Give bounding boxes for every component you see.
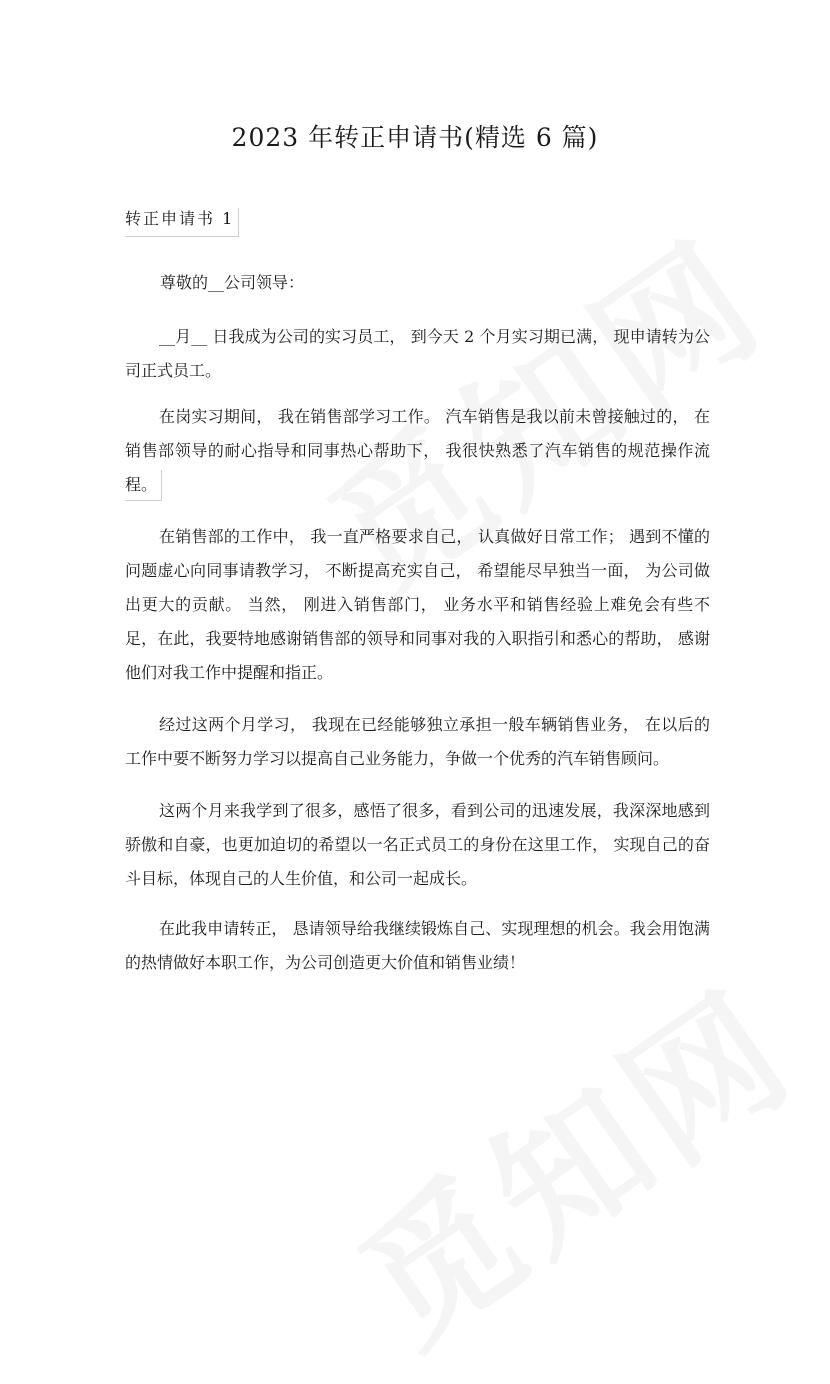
document-title: 2023 年转正申请书(精选 6 篇) xyxy=(231,123,599,152)
paragraph-2: 在岗实习期间， 我在销售部学习工作。 汽车销售是我以前未曾接触过的， 在销售部领导的耐心指导和同事热心帮助下， 我很快熟悉了汽车销售的规范操作流程。 xyxy=(125,407,710,494)
paragraph-6: 在此我申请转正， 恳请领导给我继续锻炼自己、实现理想的机会。我会用饱满的热情做好本职工作，为公司创造更大价值和销售业绩！ xyxy=(125,919,710,972)
salutation: 尊敬的__公司领导： xyxy=(160,273,305,292)
watermark xyxy=(311,932,828,1384)
paragraph-1: __月__ 日我成为公司的实习员工， 到今天 2 个月实习期已满， 现申请转为公司正式员工。 xyxy=(125,327,710,380)
paragraph-end-mark xyxy=(125,470,162,501)
section-heading: 转正申请书 1 xyxy=(125,208,239,237)
paragraph-5: 这两个月来我学到了很多，感悟了很多，看到公司的迅速发展，我深深地感到骄傲和自豪，也更加迫切的希望以一名正式员工的身份在这里工作， 实现自己的奋斗目标，体现自己的人生价值，和公司一起成长。 xyxy=(125,801,710,888)
paragraph-3: 在销售部的工作中， 我一直严格要求自己， 认真做好日常工作； 遇到不懂的问题虚心向同事请教学习， 不断提高充实自己， 希望能尽早独当一面， 为公司做出更大的贡献。 当然， 刚进入销售部门， 业务水平和销售经验上难免会有些不足，在此，我要特地感谢销售部的领导和同事对我的入职指引和悉心的帮助， 感谢他们对我工作中提醒和指正。 xyxy=(125,527,710,682)
paragraph-4: 经过这两个月学习， 我现在已经能够独立承担一般车辆销售业务， 在以后的工作中要不断努力学习以提高自己业务能力，争做一个优秀的汽车销售顾问。 xyxy=(125,715,710,768)
